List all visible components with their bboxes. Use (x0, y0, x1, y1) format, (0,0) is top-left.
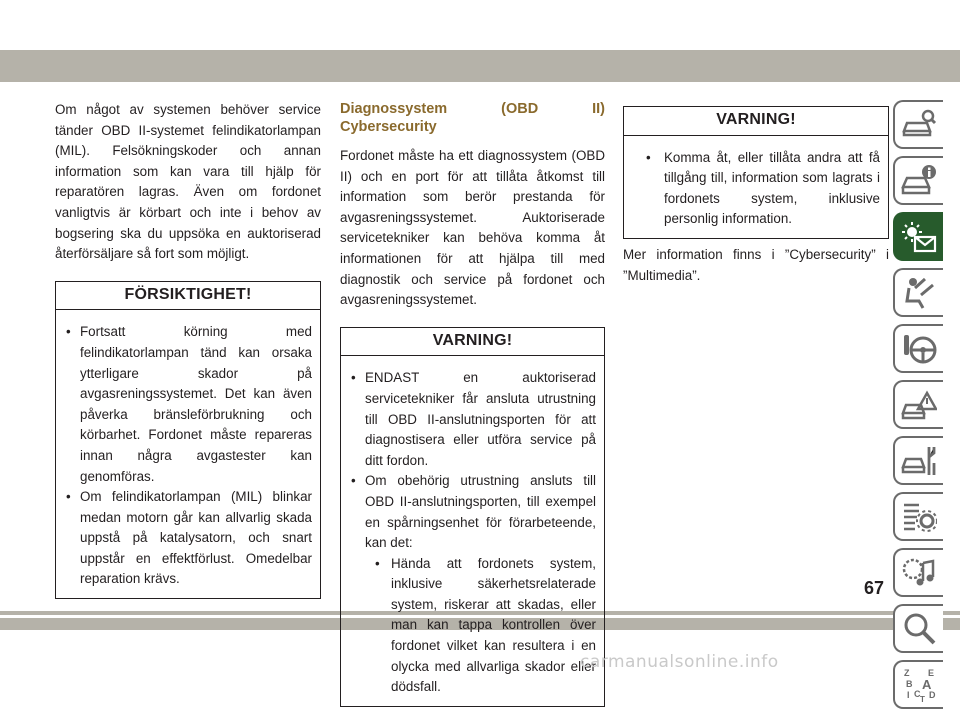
tab-multimedia[interactable] (893, 548, 943, 597)
caution-item: • Fortsatt körning med felindikatorlampan tänd kan orsaka ytterligare skador på avgasreningssystemet. Det kan även påverka bränsleförbrukning och körbarhet. Fordonet måste repareras innan några avgastester kan genomföras. (64, 322, 312, 487)
index-letters-icon (901, 667, 937, 703)
tab-specifications[interactable] (893, 492, 943, 541)
warning-item: • Komma åt, eller tillåta andra att få tillgång till, information som lagrats i fordonets system, inklusive personlig information. (632, 148, 880, 230)
warning-title: VARNING! (624, 107, 888, 136)
svg-text:E: E (928, 667, 935, 678)
header-band (0, 50, 960, 82)
more-info-paragraph: Mer information finns i ”Cybersecurity” i ”Multimedia”. (623, 246, 889, 283)
tab-warning-lights[interactable] (893, 212, 943, 261)
caution-item: • Om felindikatorlampan (MIL) blinkar medan motorn går kan allvarlig skada uppstå på katalysatorn, och snart uppstår en effektförlust. Omedelbar reparation krävs. (64, 487, 312, 590)
chapter-tabs (893, 100, 949, 716)
watermark[interactable]: carmanualsonline.info (580, 652, 779, 672)
page-number: 67 (864, 578, 885, 598)
magnifier-icon (901, 611, 937, 647)
svg-text:I: I (907, 689, 910, 700)
svg-text:B: B (906, 678, 913, 689)
svg-text:Z: Z (904, 667, 910, 678)
warning-title: VARNING! (341, 328, 604, 357)
obd-mil-paragraph: Om något av systemen behöver service tänder OBD II-systemet felindikatorlampan (MIL). Felsökningskoder och annan information som kan vara till hjälp för reparatören lagras. Även om fordonet vanligtvis är körbart och inte i behov av bogsering ska du uppsöka en auktoriserad återförsäljare så fort som möjligt. (55, 102, 321, 262)
specs-gear-icon (901, 499, 937, 535)
caution-title: FÖRSIKTIGHET! (56, 282, 320, 311)
music-settings-icon (901, 555, 937, 591)
warning-box (340, 327, 605, 707)
steering-wheel-key-icon (901, 331, 937, 367)
seat-airbag-icon (901, 275, 937, 311)
tab-emergency[interactable] (893, 380, 943, 429)
tab-safety[interactable] (893, 268, 943, 317)
car-info-icon (901, 163, 937, 199)
svg-text:D: D (929, 689, 936, 700)
car-search-icon (901, 107, 937, 143)
caution-box (55, 281, 321, 599)
warning-subitem: • Hända att fordonets system, inklusive säkerhetsrelaterade system, riskerar att skadas, eller man kan tappa kontrollen över fordonet vilket kan resultera i en olycka med allvarliga skador eller dödsfall. (373, 554, 596, 698)
column-2 (340, 100, 605, 707)
car-tools-icon (901, 443, 937, 479)
section-heading: Diagnossystem (OBD II) Cybersecurity (340, 101, 605, 135)
warning-light-message-icon (901, 219, 937, 255)
tab-car-search[interactable] (893, 100, 943, 149)
warning-box-continued (623, 106, 889, 239)
obd-cybersecurity-paragraph: Fordonet måste ha ett diagnossystem (OBD II) och en port för att tillåta åtkomst till information som berör prestanda för avgasreningssystemet. Auktoriserade servicetekniker kan behöva komma åt informationen för att hjälpa till med diagnostik och service på fordonet och avgasreningssystemet. (340, 148, 605, 308)
warning-item: • Om obehörig utrustning ansluts till OBD II-anslutningsporten, till exempel en spårningsenhet för förarbeteende, kan det: • Hända att fordonets system, inklusive säkerhetsrelaterade system, riskerar att skadas, eller man kan tappa kontrollen över fordonet vilket kan resultera i en olycka med allvarliga skador eller dödsfall. (349, 471, 596, 698)
warning-item: • ENDAST en auktoriserad servicetekniker får ansluta utrustning till OBD II-anslutningsporten för att diagnostisera eller utföra service på ditt fordon. (349, 368, 596, 471)
tab-index[interactable] (893, 660, 943, 709)
tab-service[interactable] (893, 436, 943, 485)
tab-customer-assistance[interactable] (893, 604, 943, 653)
tab-starting-operating[interactable] (893, 324, 943, 373)
svg-text:C: C (914, 688, 921, 699)
column-3 (623, 100, 889, 286)
column-1 (55, 100, 321, 599)
svg-text:T: T (920, 694, 925, 703)
tab-car-info[interactable] (893, 156, 943, 205)
car-hazard-icon (901, 387, 937, 423)
svg-text:A: A (922, 676, 932, 692)
